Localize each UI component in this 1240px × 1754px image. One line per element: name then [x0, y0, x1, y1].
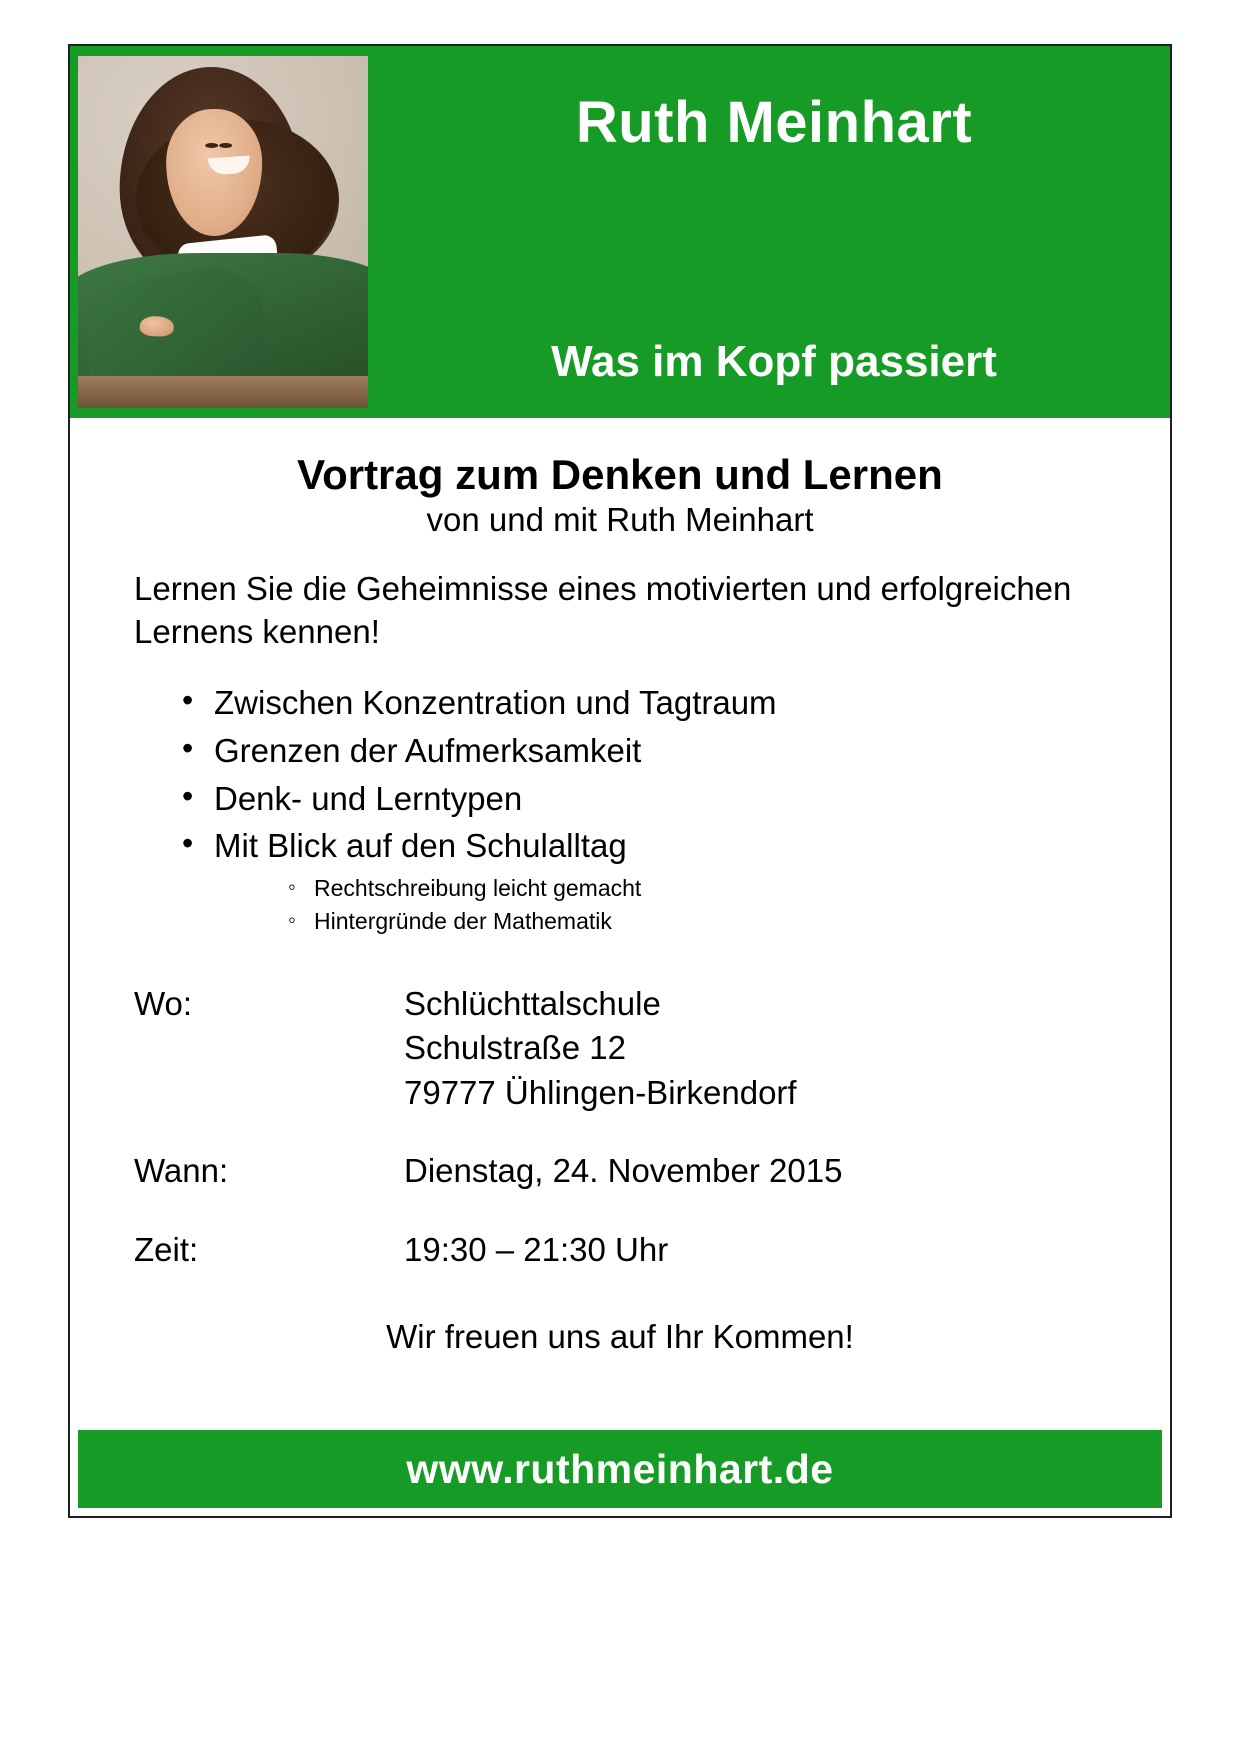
date-line-1: Dienstag, 24. November 2015: [404, 1152, 843, 1190]
detail-value: [404, 1149, 842, 1194]
list-item: [174, 775, 1126, 823]
photo-smile: [208, 155, 251, 175]
topic-label: Zwischen Konzentration und Tagtraum: [214, 683, 777, 721]
detail-value: [404, 1228, 668, 1273]
detail-row-time: [134, 1228, 1126, 1273]
poster-header: [70, 46, 1170, 418]
poster-footer: [78, 1430, 1162, 1508]
subtopic-list: [214, 872, 1126, 937]
location-line-3: 79777 Ühlingen-Birkendorf: [404, 1073, 797, 1111]
topic-label: Denk- und Lerntypen: [214, 779, 523, 817]
flyer-poster: [68, 44, 1172, 1518]
detail-label: Zeit:: [134, 1230, 199, 1268]
website-url[interactable]: www.ruthmeinhart.de: [406, 1445, 834, 1492]
subtopic-label: Rechtschreibung leicht gemacht: [314, 875, 642, 902]
list-item: [174, 822, 1126, 937]
header-text-block: [368, 46, 1170, 418]
detail-row-location: [134, 982, 1126, 1116]
list-item: [174, 727, 1126, 775]
topic-label: Mit Blick auf den Schulalltag: [214, 827, 627, 865]
time-line-1: 19:30 – 21:30 Uhr: [404, 1230, 669, 1268]
list-item: [284, 872, 1126, 905]
list-item: [174, 679, 1126, 727]
topic-list: [114, 679, 1126, 938]
subtopic-label: Hintergründe der Mathematik: [314, 907, 612, 934]
poster-body: [70, 418, 1170, 1412]
photo-eye-left: [205, 143, 218, 148]
photo-table: [78, 376, 368, 408]
list-item: [284, 905, 1126, 938]
speaker-name: Ruth Meinhart: [575, 90, 973, 155]
event-subtitle: von und mit Ruth Meinhart: [426, 501, 814, 539]
detail-label: Wo:: [134, 984, 193, 1022]
detail-row-date: [134, 1149, 1126, 1194]
topic-label: Grenzen der Aufmerksamkeit: [214, 731, 642, 769]
photo-eye-right: [219, 143, 232, 148]
detail-label: Wann:: [134, 1152, 229, 1190]
event-lead-text: Lernen Sie die Geheimnisse eines motivierten und erfolgreichen Lernens kennen!: [134, 570, 1072, 650]
detail-value: [404, 982, 797, 1116]
event-title: Vortrag zum Denken und Lernen: [297, 451, 943, 498]
location-line-2: Schulstraße 12: [404, 1029, 626, 1067]
location-line-1: Schlüchttalschule: [404, 984, 661, 1022]
poster-tagline: Was im Kopf passiert: [551, 337, 997, 386]
event-details: [114, 982, 1126, 1273]
closing-message: Wir freuen uns auf Ihr Kommen!: [386, 1318, 854, 1356]
photo-hand: [139, 316, 174, 337]
portrait-photo: [78, 56, 368, 408]
